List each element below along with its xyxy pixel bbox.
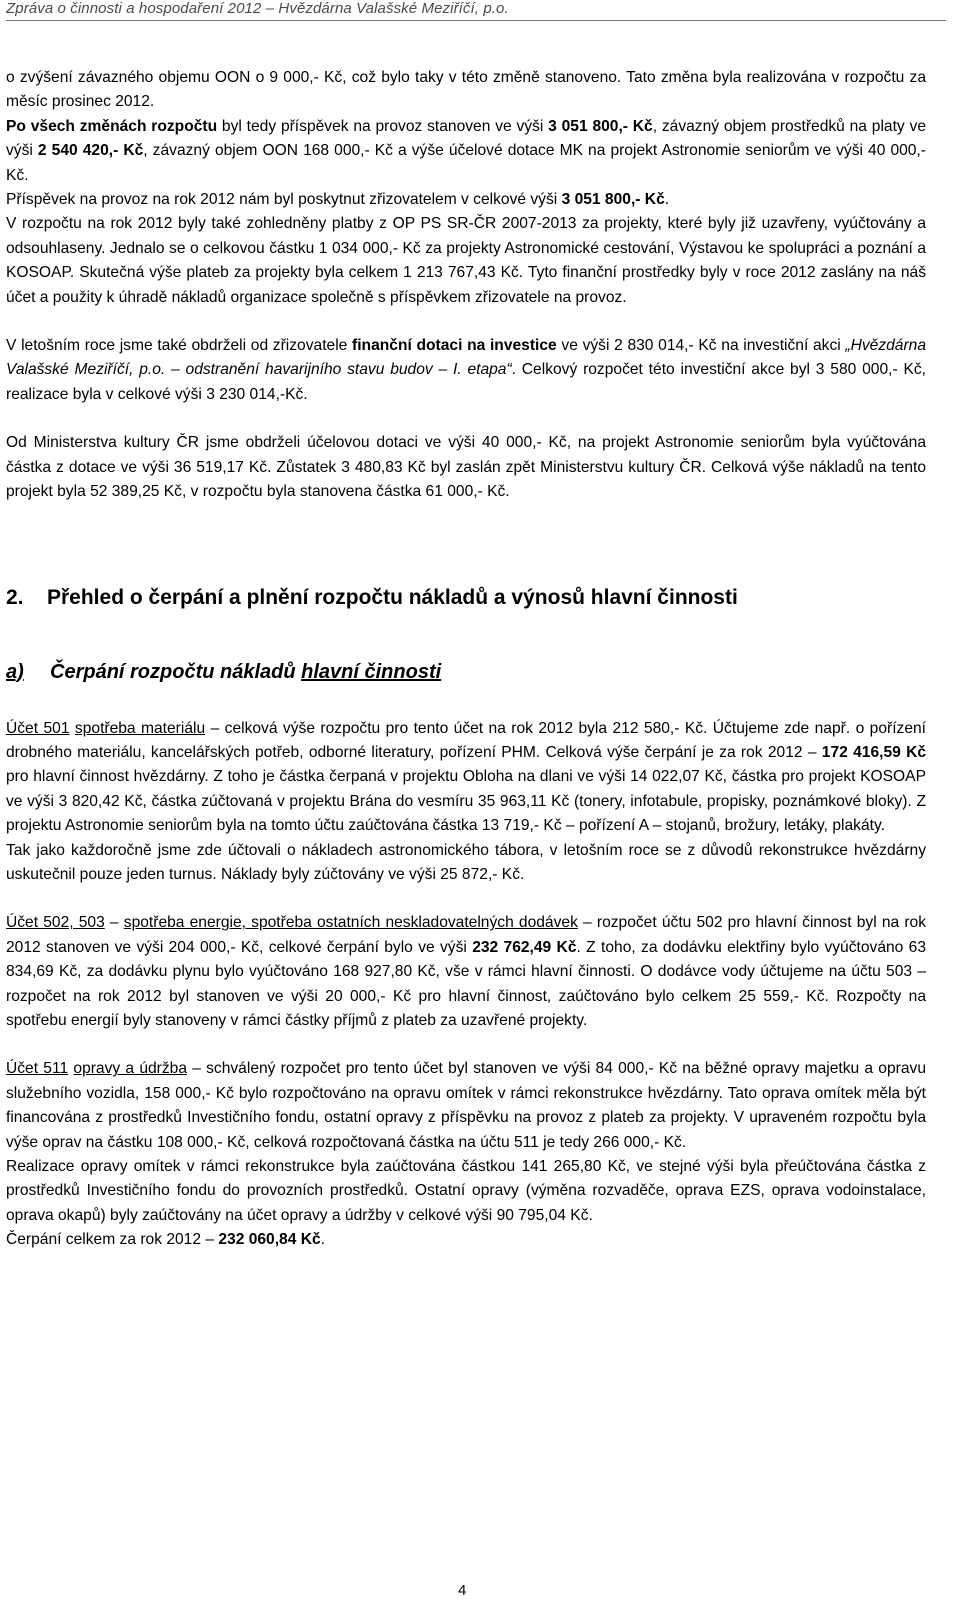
- ucet-501-text: – celková výše rozpočtu pro tento účet na rok 2012 byla 212 580,- Kč. Účtujeme zde např. o pořízení drobného materiálu, kancelářských potřeb, odborné literatury, pořízení PHM. Celková výše čerpání je za rok 2012 –: [6, 719, 926, 761]
- intro-bold-lead: Po všech změnách rozpočtu: [6, 117, 218, 135]
- intro-paragraph-1: o zvýšení závazného objemu OON o 9 000,- Kč, což bylo taky v této změně stanoveno. Tato změna byla realizována v rozpočtu za měsíc prosinec 2012.: [6, 69, 926, 111]
- ucet-501-tabor-paragraph: Tak jako každoročně jsme zde účtovali o nákladech astronomického tábora, v letošním roce se z důvodů rekonstrukce hvězdárny uskutečnil pouze jeden turnus. Náklady byly zúčtovány ve výši 25 872,- Kč.: [6, 841, 926, 883]
- subsection-heading: [6, 657, 926, 687]
- ucet-501-text: pro hlavní činnost hvězdárny. Z toho je částka čerpaná v projektu Obloha na dlani ve výši 14 022,07 Kč, částka pro projekt KOSOAP ve výši 3 820,42 Kč, částka zúčtovaná v projektu Brána do vesmíru 35 963,11 Kč (tonery, infotabule, propisky, poznámkové bloky). Z projektu Astronomie seniorům byla na tomto účtu zaúčtována částka 13 719,- Kč – pořízení A – stojanů, brožury, letáky, plakáty.: [6, 768, 926, 835]
- ministerstvo-paragraph: Od Ministerstva kultury ČR jsme obdrželi účelovou dotaci ve výši 40 000,- Kč, na projekt Astronomie seniorům byla vyúčtována částka z dotace ve výši 36 519,17 Kč. Zůstatek 3 480,83 Kč byl zaslán zpět Ministerstvu kultury ČR. Celková výše nákladů na tento projekt byla 52 389,25 Kč, v rozpočtu byla stanovena částka 61 000,- Kč.: [6, 434, 926, 501]
- ucet-511-name: opravy a údržba: [73, 1060, 187, 1078]
- ucet-502-text: . Z toho, za dodávku elektřiny bylo vyúčtováno 63 834,69 Kč, za dodávku plynu bylo vyúčtováno 168 927,80 Kč, vše v rámci hlavní činnosti. O dodávce vody účtujeme na účtu 503 – rozpočet na rok 2012 byl stanoven ve výši 20 000,- Kč pro hlavní činnost, zaúčtováno bylo celkem 25 559,- Kč. Rozpočty na spotřebu energií byly stanoveny v rámci částky příjmů z plateb za uzavřené projekty.: [6, 938, 927, 1029]
- ucet-502-amount: 232 762,49 Kč: [472, 938, 577, 956]
- ucet-511-omitky-paragraph: Realizace opravy omítek v rámci rekonstrukce byla zaúčtována částkou 141 265,80 Kč, ve stejné výši byla přeúčtována částka z prostředků Investičního fondu do provozních prostředků. Ostatní opravy (výměna rozvaděče, oprava EZS, oprava vodoinstalace, oprava okapů) byly zaúčtovány na účet opravy a údržby v celkové výši 90 795,04 Kč.: [6, 1158, 926, 1224]
- investice-bold: finanční dotaci na investice: [352, 337, 557, 355]
- platy-amount: 2 540 420,- Kč: [37, 142, 144, 160]
- running-header: Zpráva o činnosti a hospodaření 2012 – Hvězdárna Valašské Meziříčí, p.o.: [6, 0, 946, 21]
- ucet-511-total-amount: 232 060,84 Kč: [218, 1231, 321, 1249]
- subsection-title-underlined: hlavní činnosti: [301, 660, 442, 683]
- intro-text: Příspěvek na provoz na rok 2012 nám byl poskytnut zřizovatelem v celkové výši: [6, 191, 562, 209]
- subsection-letter: a): [6, 660, 24, 683]
- ucet-511-label: Účet 511: [6, 1060, 69, 1078]
- intro-text: , závazný objem prostředků na platy ve výši: [6, 117, 926, 160]
- section-heading: [6, 583, 926, 613]
- separator: –: [104, 914, 124, 932]
- section-number: 2.: [6, 585, 24, 609]
- intro-text: .: [664, 191, 670, 209]
- provoz-amount: 3 051 800,- Kč: [548, 117, 653, 135]
- ucet-502-name: spotřeba energie, spotřeba ostatních neskladovatelných dodávek: [123, 914, 578, 932]
- intro-text: byl tedy příspěvek na provoz stanoven ve výši: [217, 117, 549, 135]
- intro-paragraph-3: [6, 188, 926, 212]
- section-title: Přehled o čerpání a plnění rozpočtu nákladů a výnosů hlavní činnosti: [47, 585, 738, 609]
- ucet-502-text: – rozpočet účtu 502 pro hlavní činnost byl na rok 2012 stanoven ve výši 204 000,- Kč, celkové čerpání bylo ve výši: [6, 914, 927, 956]
- subsection-title: Čerpání rozpočtu nákladů: [50, 660, 302, 683]
- ucet-502-label: Účet 502, 503: [6, 914, 105, 932]
- intro-paragraph-2: [6, 115, 926, 188]
- ucet-501-paragraph: [6, 717, 926, 839]
- investice-paragraph: [6, 334, 926, 407]
- ucet-501-name: spotřeba materiálu: [74, 719, 206, 737]
- prispevek-amount: 3 051 800,- Kč: [561, 191, 665, 209]
- ucet-511-paragraph: [6, 1057, 926, 1155]
- ucet-501-amount: 172 416,59 Kč: [821, 743, 927, 761]
- investice-text: . Celkový rozpočet této investiční akce byl 3 580 000,- Kč, realizace byla v celkové výši 3 230 014,-Kč.: [6, 361, 926, 403]
- document-body: [6, 66, 926, 1253]
- investice-text: ve výši 2 830 014,- Kč na investiční akci: [556, 337, 846, 355]
- ucet-501-label: Účet 501: [6, 719, 70, 737]
- total-end: .: [320, 1231, 326, 1249]
- page-number: 4: [458, 1582, 467, 1599]
- ucet-511-text: – schválený rozpočet pro tento účet byl stanoven ve výši 84 000,- Kč na běžné opravy majetku a opravu služebního vozidla, 158 000,- Kč bylo rozpočtováno na opravu omítek v rámci rekonstrukce hvězdárny. Tato oprava omítek měla být financována z prostředků Investičního fondu, ostatní opravy z příspěvku na provoz z plateb za projekty. V upraveném rozpočtu byla výše oprav na částku 108 000,- Kč, celková rozpočtovaná částka na účtu 511 je tedy 266 000,- Kč.: [6, 1060, 926, 1151]
- total-label: Čerpání celkem za rok 2012 –: [6, 1231, 219, 1249]
- investice-text: V letošním roce jsme také obdrželi od zřizovatele: [6, 337, 353, 355]
- investice-akce-name: „Hvězdárna Valašské Meziříčí, p.o. – odstranění havarijního stavu budov – I. etapa“: [6, 337, 927, 379]
- ucet-511-total: [6, 1228, 926, 1252]
- intro-paragraph-4: V rozpočtu na rok 2012 byly také zohledněny platby z OP PS SR-ČR 2007-2013 za projekty, které byly již uzavřeny, vyúčtovány a odsouhlaseny. Jednalo se o celkovou částku 1 034 000,- Kč za projekty Astronomické cestování, Výstavou ke spolupráci a poznání a KOSOAP. Skutečná výše plateb za projekty byla celkem 1 213 767,43 Kč. Tyto finanční prostředky byly v roce 2012 zaslány na náš účet a použity k úhradě nákladů organizace společně s příspěvkem zřizovatele na provoz.: [6, 215, 926, 306]
- ucet-502-paragraph: [6, 911, 926, 1033]
- intro-text: , závazný objem OON 168 000,- Kč a výše účelové dotace MK na projekt Astronomie seniorům ve výši 40 000,- Kč.: [6, 142, 926, 184]
